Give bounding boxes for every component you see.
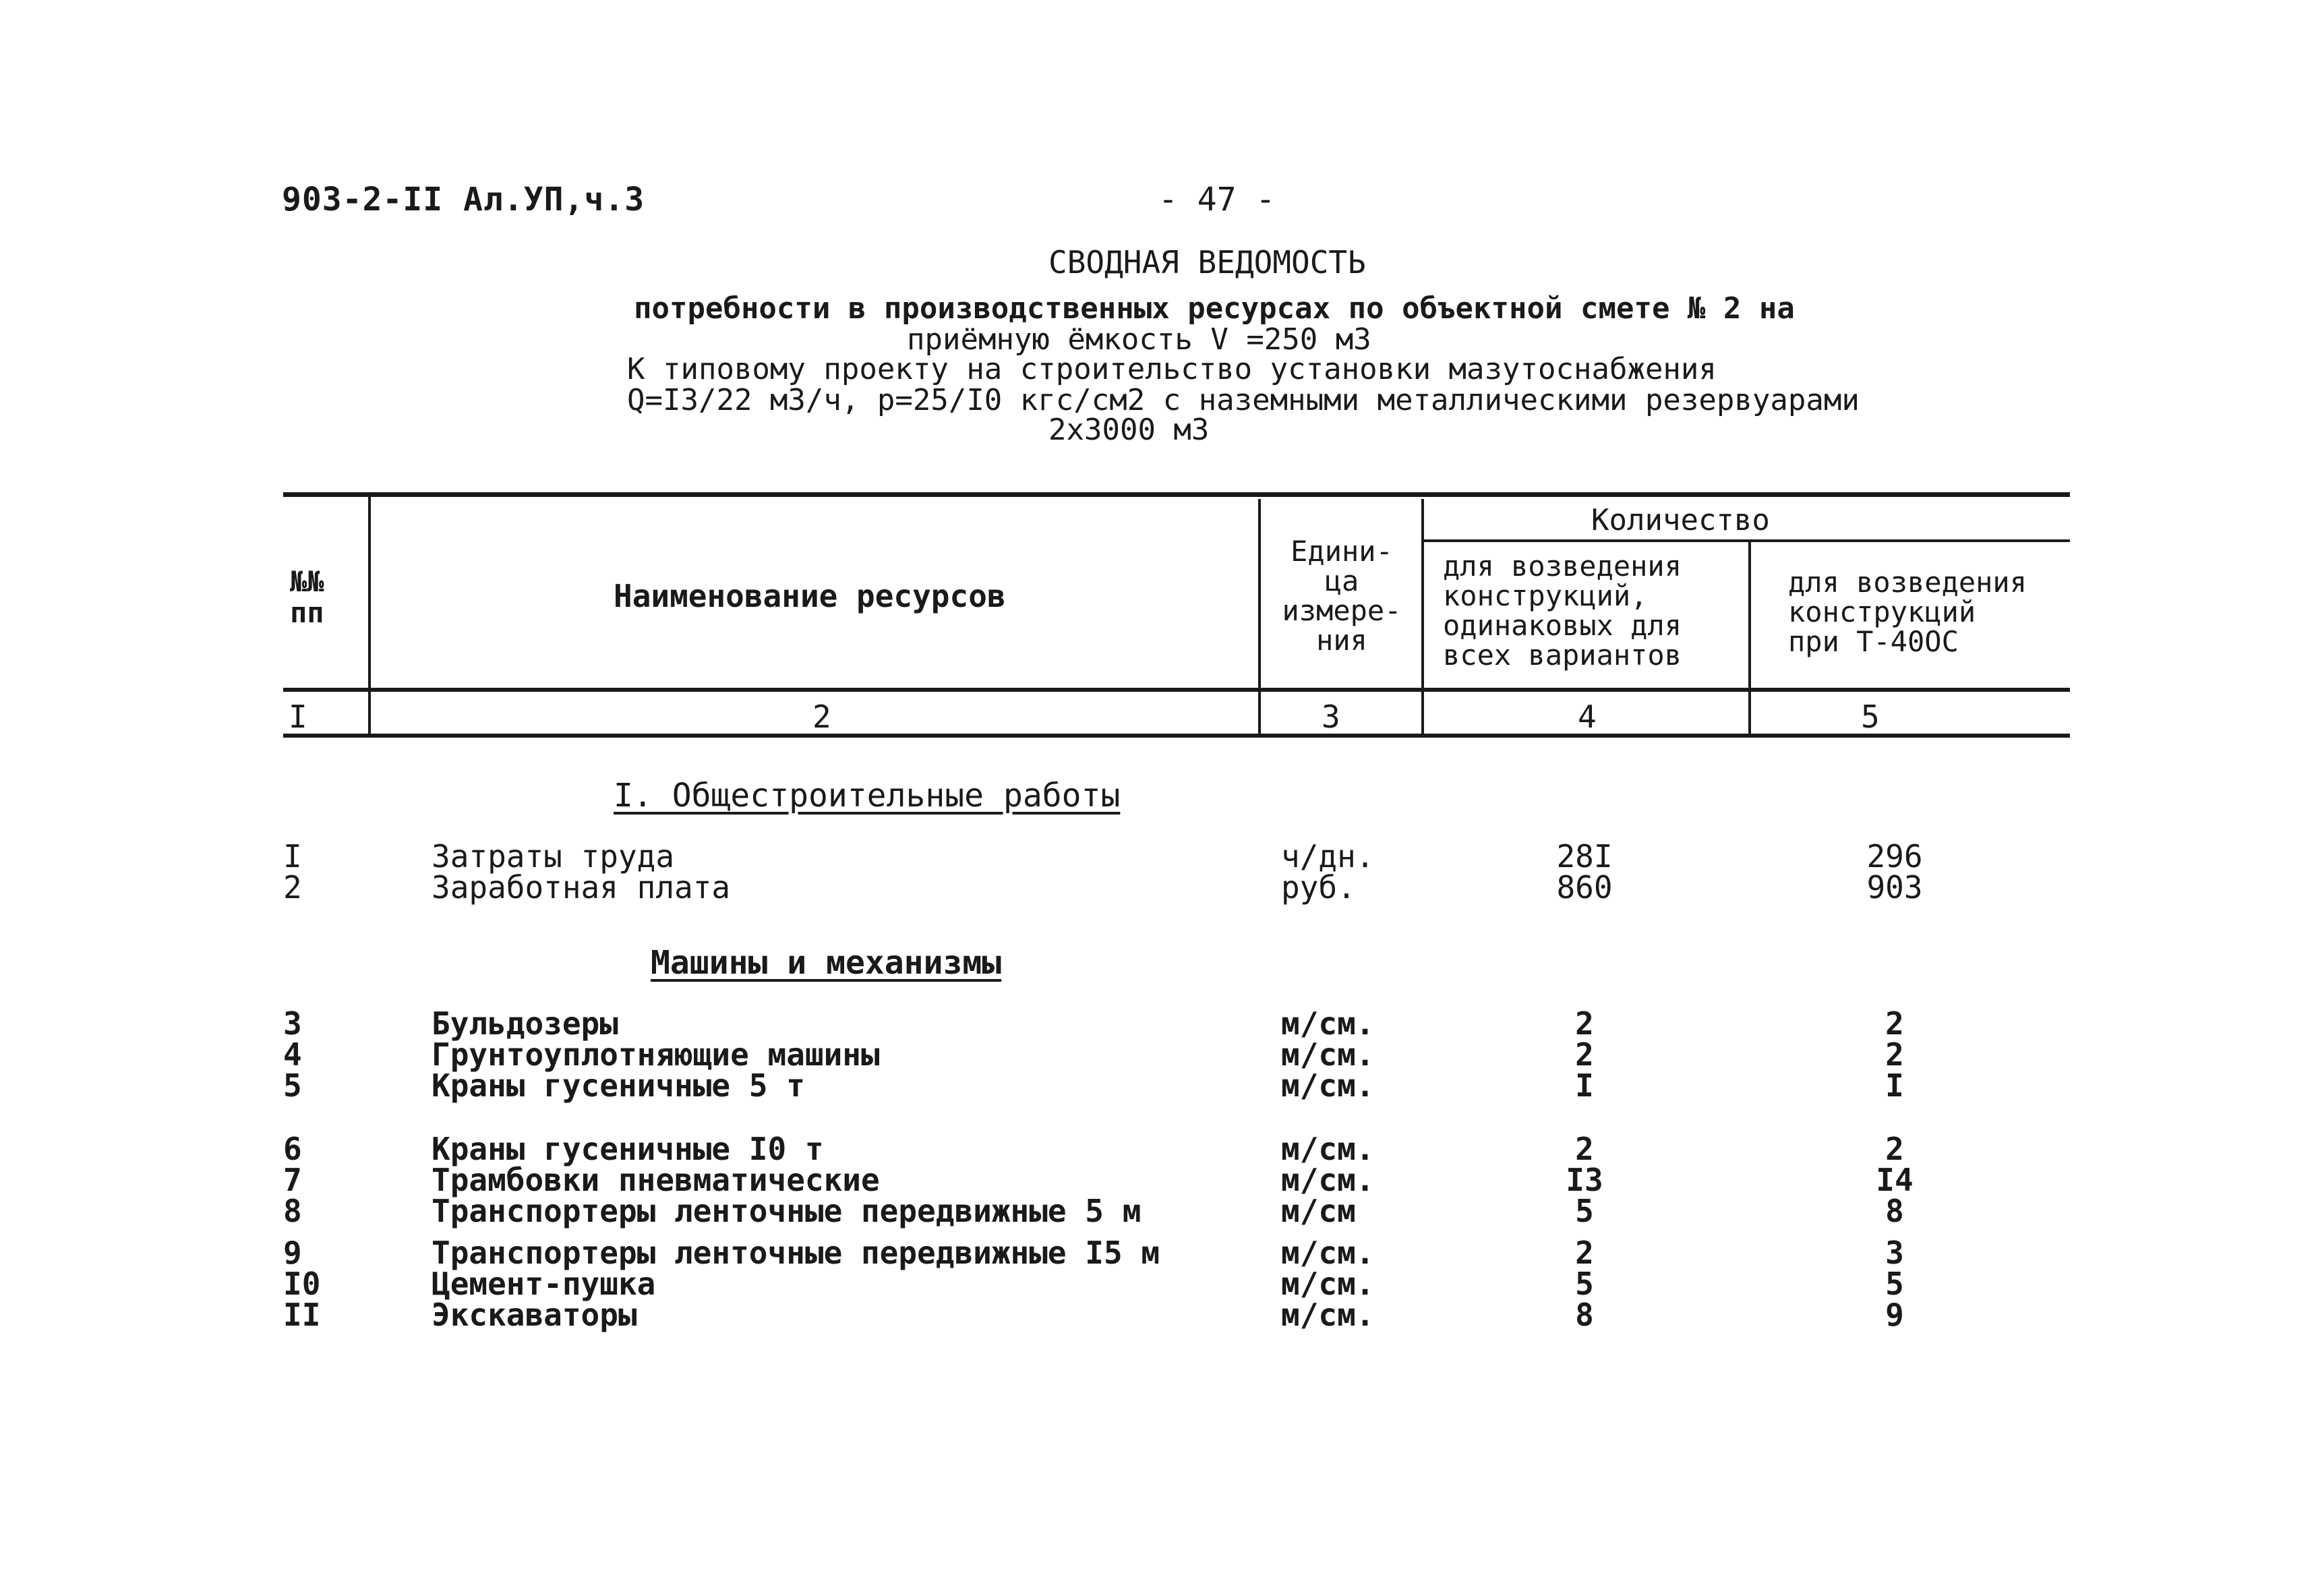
quantity-cold: 9 — [1885, 1297, 1904, 1333]
header-unit-line: измере- — [1282, 594, 1402, 627]
row-number: I0 — [283, 1266, 321, 1302]
quantity-common: 5 — [1575, 1266, 1594, 1302]
quantity-cold: 3 — [1885, 1235, 1904, 1271]
resource-name: Краны гусеничные 5 т — [432, 1067, 805, 1104]
row-number: 2 — [283, 869, 302, 906]
unit: м/см. — [1281, 1162, 1375, 1198]
header-q2-line: при Т-40ОС — [1788, 625, 1959, 658]
header-q1-line: для возведения — [1443, 550, 1682, 583]
quantity-cold: 296 — [1866, 838, 1923, 875]
quantity-cold: 2 — [1885, 1131, 1904, 1167]
quantity-common: 2 — [1575, 1131, 1594, 1167]
quantity-common: 2 — [1575, 1005, 1594, 1042]
quantity-common: 8 — [1575, 1297, 1594, 1333]
quantity-common: 2 — [1575, 1235, 1594, 1271]
quantity-subheader-rule — [1423, 539, 2070, 542]
quantity-common: I3 — [1566, 1162, 1603, 1198]
row-number: 4 — [283, 1036, 302, 1073]
document-title: СВОДНАЯ ВЕДОМОСТЬ — [1048, 244, 1366, 280]
row-number: 8 — [283, 1193, 302, 1229]
resource-name: Затраты труда — [432, 838, 675, 875]
row-number: 5 — [283, 1067, 302, 1104]
resource-name: Грунтоуплотняющие машины — [432, 1036, 880, 1073]
table-top-rule — [283, 492, 2070, 497]
unit: м/см. — [1281, 1266, 1375, 1302]
column-divider-3 — [1421, 499, 1424, 738]
unit: м/см. — [1281, 1036, 1375, 1073]
subtitle-line-4: Q=I3/22 м3/ч, p=25/I0 кгс/см2 с наземными металлическими резервуарами — [627, 383, 1860, 417]
column-number-2: 2 — [812, 699, 831, 735]
header-q1-line: одинаковых для — [1443, 609, 1682, 642]
header-quantity: Количество — [1591, 503, 1770, 537]
quantity-cold: 5 — [1885, 1266, 1904, 1302]
quantity-cold: 2 — [1885, 1005, 1904, 1042]
unit: ч/дн. — [1281, 838, 1375, 875]
unit: м/см. — [1281, 1067, 1375, 1104]
quantity-common: 2 — [1575, 1036, 1594, 1073]
header-q2-line: конструкций — [1788, 595, 1976, 628]
row-number: 9 — [283, 1235, 302, 1271]
unit: м/см. — [1281, 1005, 1375, 1042]
header-unit-line: ния — [1316, 624, 1367, 657]
header-number: №№ пп — [290, 565, 324, 629]
row-number: II — [283, 1297, 321, 1333]
header-quantity-cold — [1788, 568, 2027, 657]
resource-name: Краны гусеничные I0 т — [432, 1131, 824, 1167]
resource-name: Трамбовки пневматические — [432, 1162, 880, 1198]
resource-name: Цемент-пушка — [432, 1266, 656, 1302]
column-number-3: 3 — [1322, 699, 1340, 735]
resource-name: Транспортеры ленточные передвижные 5 м — [432, 1193, 1142, 1229]
header-unit — [1281, 537, 1402, 655]
header-unit-line: Едини- — [1291, 535, 1393, 568]
column-divider-1 — [368, 492, 371, 738]
header-unit-line: ца — [1324, 564, 1359, 597]
row-number: 6 — [283, 1131, 302, 1167]
page-number: - 47 - — [1158, 181, 1276, 218]
row-number: 3 — [283, 1005, 302, 1042]
unit: м/см — [1281, 1193, 1356, 1229]
subtitle-line-3: К типовому проекту на строительство установки мазутоснабжения — [627, 352, 1717, 386]
quantity-common: 860 — [1556, 869, 1613, 906]
quantity-common: 28I — [1556, 838, 1613, 875]
quantity-common: I — [1575, 1067, 1594, 1104]
header-q1-line: конструкций, — [1443, 579, 1648, 612]
subtitle-line-5: 2х3000 м3 — [1048, 413, 1210, 447]
header-resource-name: Наименование ресурсов — [614, 578, 1006, 614]
column-number-5: 5 — [1861, 699, 1880, 735]
quantity-cold: 903 — [1866, 869, 1923, 906]
resource-name: Заработная плата — [432, 869, 731, 906]
quantity-cold: I4 — [1876, 1162, 1914, 1198]
header-q2-line: для возведения — [1788, 566, 2027, 599]
document-code: 903-2-II Ал.УП,ч.3 — [282, 181, 645, 218]
row-number: I — [283, 838, 302, 875]
quantity-cold: 8 — [1885, 1193, 1904, 1229]
subtitle-line-2: приёмную ёмкость V =250 м3 — [907, 322, 1371, 357]
resource-name: Бульдозеры — [432, 1005, 618, 1042]
header-bottom-rule — [283, 688, 2070, 692]
column-divider-4 — [1748, 539, 1751, 738]
column-number-4: 4 — [1578, 699, 1597, 735]
row-number: 7 — [283, 1162, 302, 1198]
section-title: I. Общестроительные работы — [614, 777, 1121, 815]
section-title: Машины и механизмы — [651, 944, 1002, 982]
subtitle-line-1: потребности в производственных ресурсах по объектной смете № 2 на — [634, 291, 1795, 326]
unit: м/см. — [1281, 1297, 1375, 1333]
resource-name: Экскаваторы — [432, 1297, 637, 1333]
quantity-common: 5 — [1575, 1193, 1594, 1229]
quantity-cold: 2 — [1885, 1036, 1904, 1073]
unit: м/см. — [1281, 1235, 1375, 1271]
quantity-cold: I — [1885, 1067, 1904, 1104]
header-quantity-common — [1443, 552, 1682, 670]
column-number-1: I — [289, 699, 307, 735]
table-bottom-rule — [283, 734, 2070, 738]
column-divider-2 — [1258, 499, 1261, 738]
header-q1-line: всех вариантов — [1443, 639, 1682, 672]
resource-name: Транспортеры ленточные передвижные I5 м — [432, 1235, 1160, 1271]
unit: м/см. — [1281, 1131, 1375, 1167]
unit: руб. — [1281, 869, 1356, 906]
